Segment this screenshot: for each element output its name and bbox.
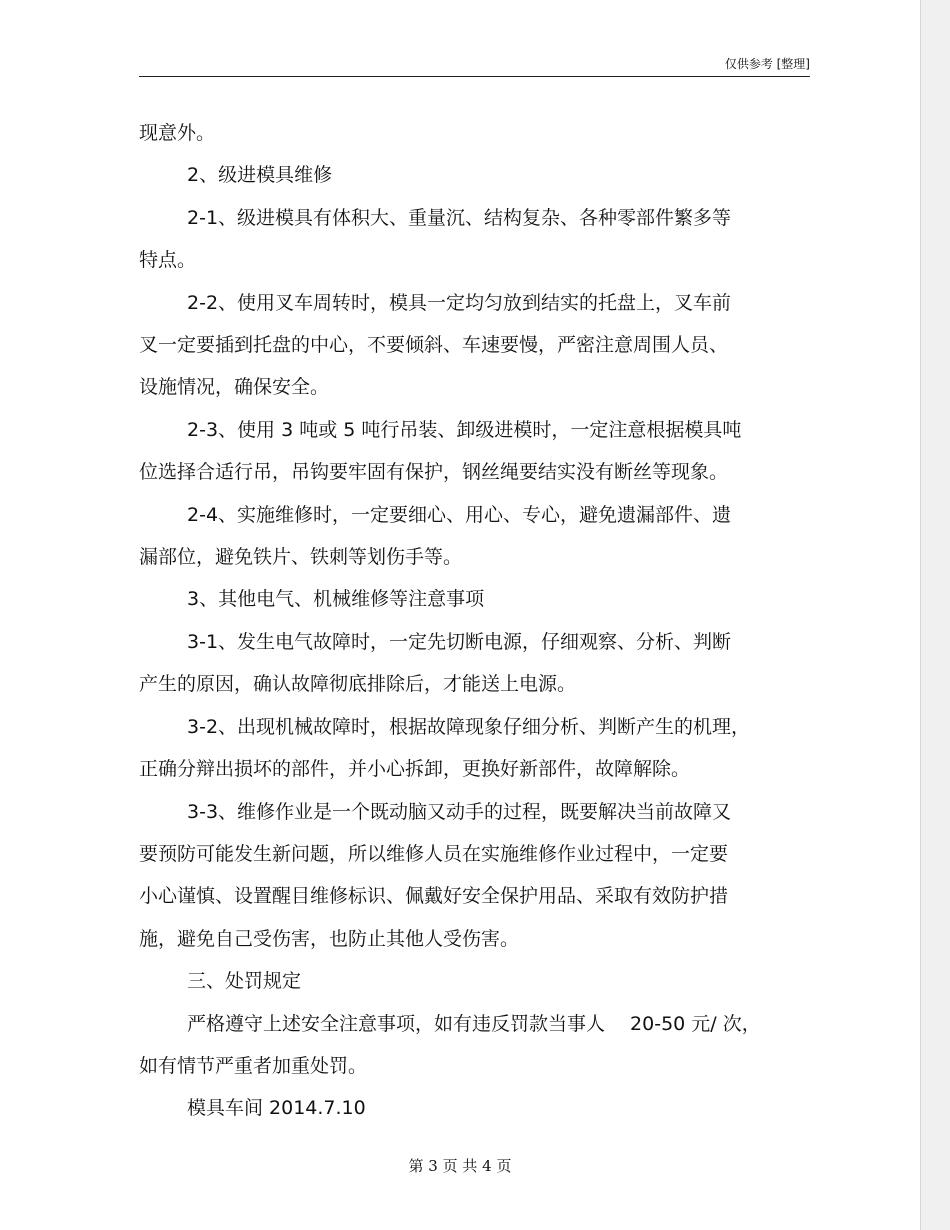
text-line: 严格遵守上述安全注意事项，如有违反罚款当事人 20-50 元/ 次， [187,1012,761,1035]
text-line: 2-4、实施维修时，一定要细心、用心、专心，避免遗漏部件、遗 [187,503,732,526]
text-line: 位选择合适行吊，吊钩要牢固有保护，钢丝绳要结实没有断丝等现象。 [139,461,729,484]
text-line: 特点。 [139,249,197,272]
text-line: 如有情节严重者加重处罚。 [139,1054,368,1077]
text-line: 要预防可能发生新问题，所以维修人员在实施维修作业过程中，一定要 [139,842,729,865]
text-line: 产生的原因，确认故障彻底排除后，才能送上电源。 [139,673,577,696]
text-line: 3-2、出现机械故障时，根据故障现象仔细分析、判断产生的机理， [187,715,751,738]
section-heading: 三、处罚规定 [187,970,302,993]
text-line: 3-1、发生电气故障时，一定先切断电源，仔细观察、分析、判断 [187,630,732,653]
text-line: 小心谨慎、设置醒目维修标识、佩戴好安全保护用品、采取有效防护措 [139,885,729,908]
text-line: 叉一定要插到托盘的中心，不要倾斜、车速要慢，严密注意周围人员、 [139,334,729,357]
text-line: 施，避免自己受伤害，也防止其他人受伤害。 [139,927,520,950]
text-line: 2-2、使用叉车周转时，模具一定均匀放到结实的托盘上，叉车前 [187,291,732,314]
text-line: 设施情况，确保安全。 [139,376,330,399]
text-line: 3-3、维修作业是一个既动脑又动手的过程，既要解决当前故障又 [187,800,732,823]
page-footer: 第 3 页 共 4 页 [408,1157,512,1175]
text-line: 漏部位，避免铁片、铁刺等划伤手等。 [139,546,463,569]
text-line: 2-1、级进模具有体积大、重量沉、结构复杂、各种零部件繁多等 [187,206,732,229]
text-line: 正确分辩出损坏的部件，并小心拆卸，更换好新部件，故障解除。 [139,758,691,781]
text-line: 2-3、使用 3 吨或 5 吨行吊装、卸级进模时，一定注意根据模具吨 [187,418,742,441]
section-heading: 2、级进模具维修 [187,164,333,187]
body-text [139,112,789,1130]
page-header: 仅供参考 [整理] [139,56,810,77]
signature-line: 模具车间 2014.7.10 [187,1097,366,1120]
text-line: 现意外。 [139,122,216,144]
section-heading: 3、其他电气、机械维修等注意事项 [187,588,485,611]
